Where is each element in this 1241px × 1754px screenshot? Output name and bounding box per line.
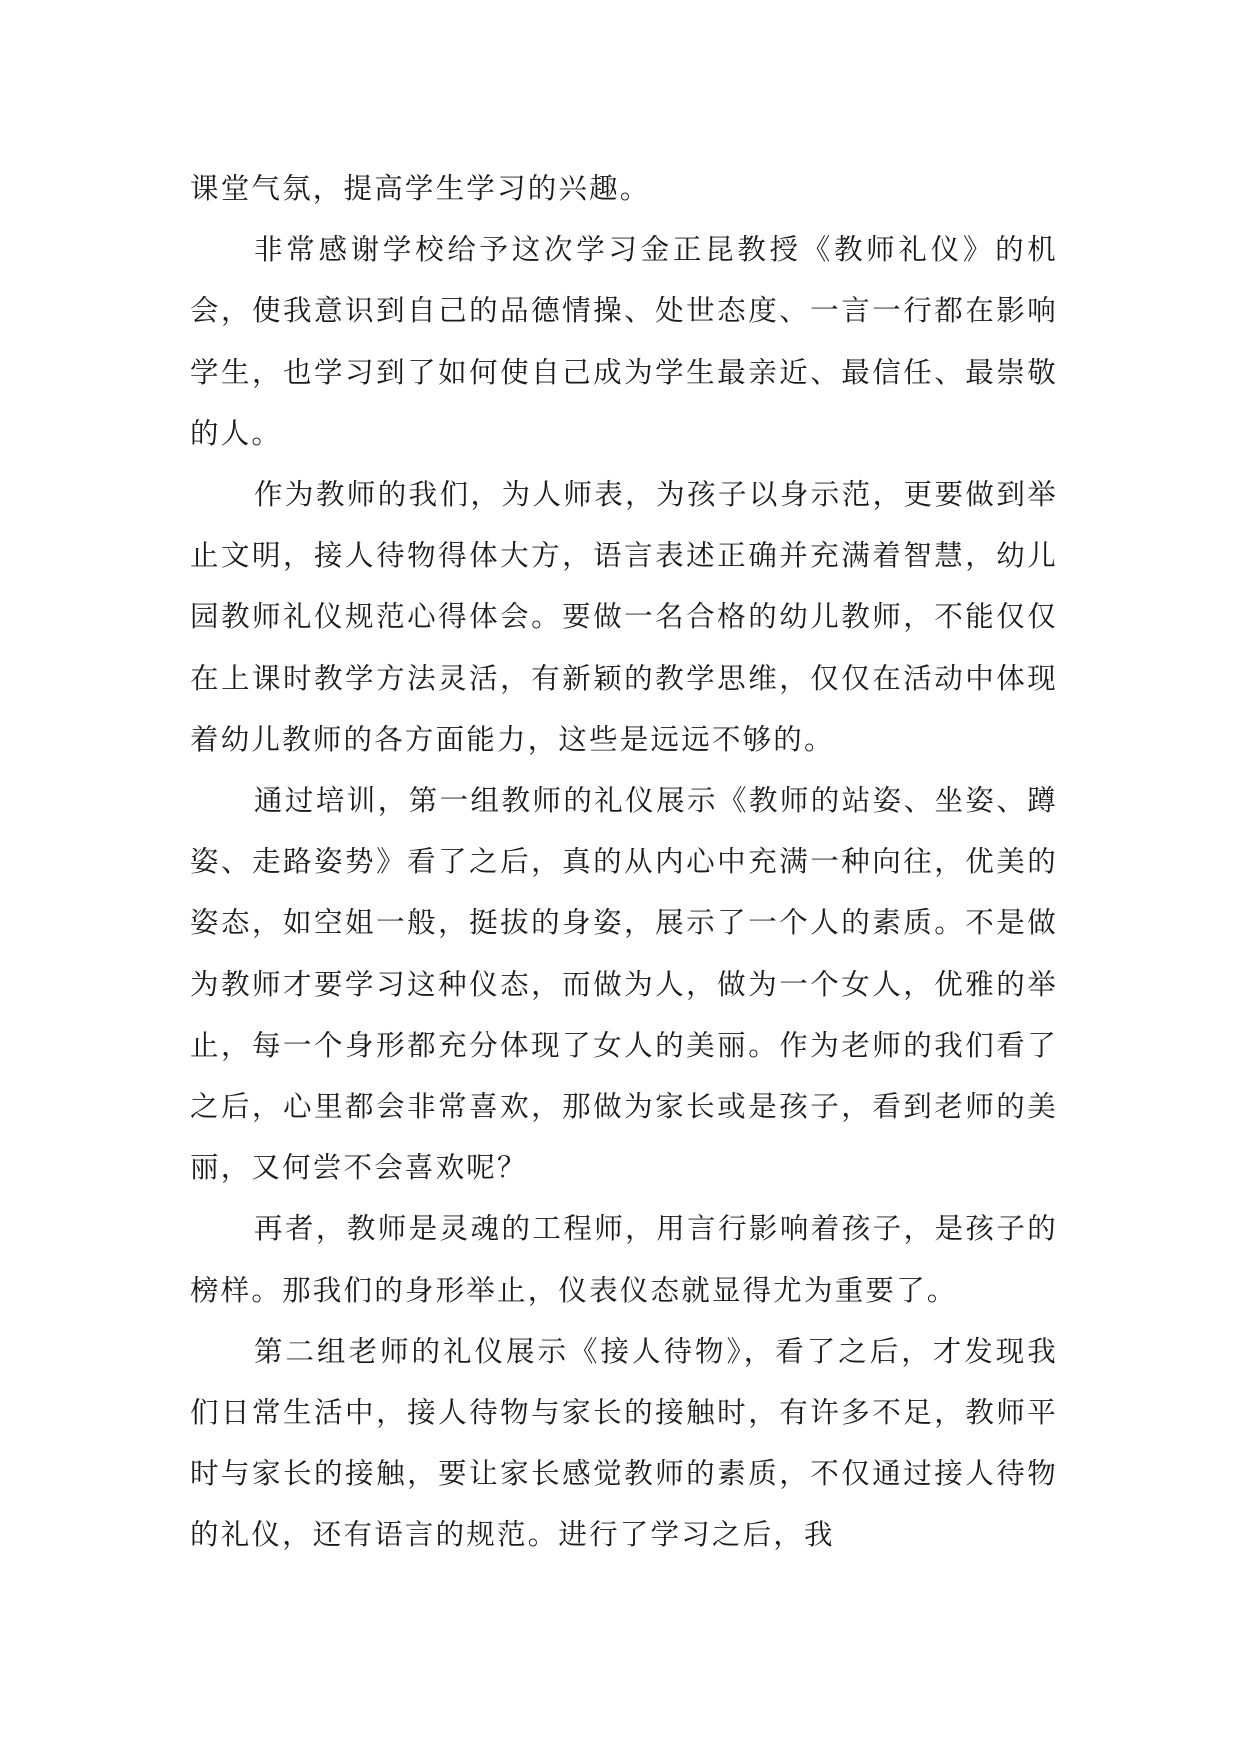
paragraph-4: 通过培训，第一组教师的礼仪展示《教师的站姿、坐姿、蹲姿、走路姿势》看了之后，真的从内心中充满一种向往，优美的姿态，如空姐一般，挺拔的身姿，展示了一个人的素质。不是做为教师才要学习这种仪态，而做为人，做为一个女人，优雅的举止，每一个身形都充分体现了女人的美丽。作为老师的我们看了之后，心里都会非常喜欢，那做为家长或是孩子，看到老师的美丽，又何尝不会喜欢呢？ bbox=[190, 784, 1058, 1185]
paragraph-1: 课堂气氛，提高学生学习的兴趣。 bbox=[190, 172, 651, 205]
paragraph-2: 非常感谢学校给予这次学习金正昆教授《教师礼仪》的机会，使我意识到自己的品德情操、处世态度、一言一行都在影响学生，也学习到了如何使自己成为学生最亲近、最信任、最崇敬的人。 bbox=[190, 233, 1058, 450]
paragraph-6: 第二组老师的礼仪展示《接人待物》，看了之后，才发现我们日常生活中，接人待物与家长的接触时，有许多不足，教师平时与家长的接触，要让家长感觉教师的素质，不仅通过接人待物的礼仪，还有语言的规范。进行了学习之后，我 bbox=[190, 1334, 1058, 1552]
paragraph-3: 作为教师的我们，为人师表，为孩子以身示范，更要做到举止文明，接人待物得体大方，语言表述正确并充满着智慧，幼儿园教师礼仪规范心得体会。要做一名合格的幼儿教师，不能仅仅在上课时教学方法灵活，有新颖的教学思维，仅仅在活动中体现着幼儿教师的各方面能力，这些是远远不够的。 bbox=[190, 478, 1058, 756]
paragraph-5: 再者，教师是灵魂的工程师，用言行影响着孩子，是孩子的榜样。那我们的身形举止，仪表仪态就显得尤为重要了。 bbox=[190, 1212, 1058, 1307]
document-body bbox=[190, 158, 1058, 1566]
